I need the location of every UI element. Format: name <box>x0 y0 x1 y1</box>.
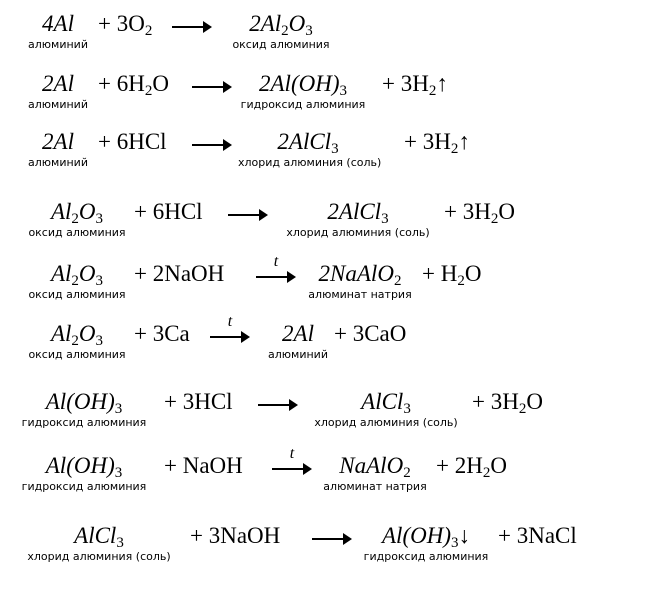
reactant-1-label: алюминий <box>28 38 88 51</box>
product-1-label: оксид алюминия <box>232 38 330 51</box>
product-1-formula: 2NaAlO$_2$ <box>318 261 402 289</box>
reaction-condition: t <box>227 313 233 330</box>
product-1-label: хлорид алюминия (соль) <box>286 226 430 239</box>
reactant-1 <box>22 10 94 51</box>
reactant-2: + NaOH <box>164 453 243 478</box>
equation-1 <box>0 10 648 70</box>
product-2: + $2H_2O$ <box>436 453 507 481</box>
equation-9 <box>0 522 648 582</box>
product-1-label: гидроксид алюминия <box>363 550 489 563</box>
reactant-1-formula: 2Al <box>42 129 74 154</box>
reactant-1-formula: $Al_2O_3$ <box>50 199 104 227</box>
product-1-formula: AlCl$_3$ <box>361 389 411 417</box>
product-1-label: алюминат натрия <box>323 480 427 493</box>
product-1-label: хлорид алюминия (соль) <box>314 416 458 429</box>
product-1-formula: $Al(OH)_3↓$ <box>382 523 470 551</box>
product-1 <box>258 320 338 361</box>
product-1 <box>238 70 368 111</box>
reactant-1 <box>22 198 132 239</box>
equation-3 <box>0 128 648 188</box>
reaction-arrow <box>192 132 232 156</box>
reactant-1-formula: $Al_2O_3$ <box>50 321 104 349</box>
reactant-1-label: алюминий <box>28 98 88 111</box>
reactant-1 <box>14 452 154 493</box>
product-1-formula: 2AlCl$_3$ <box>327 199 389 227</box>
reaction-arrow <box>210 313 250 348</box>
product-1-formula: $2Al_2O_3$ <box>249 11 313 39</box>
product-1-formula: $2Al(OH)_3$ <box>259 71 347 99</box>
product-1-formula: 2AlCl$_3$ <box>277 129 339 157</box>
reactant-2: + 6HCl <box>98 129 167 154</box>
reaction-condition: t <box>273 253 279 270</box>
reaction-arrow <box>192 74 232 98</box>
reactant-1 <box>20 522 178 563</box>
reaction-condition: t <box>289 445 295 462</box>
reactant-2: + 2NaOH <box>134 261 225 286</box>
reactant-1-formula: $Al_2O_3$ <box>50 261 104 289</box>
product-1-label: алюминий <box>268 348 328 361</box>
product-1 <box>226 10 336 51</box>
product-2: + 3CaO <box>334 321 407 346</box>
product-1-label: алюминат натрия <box>308 288 412 301</box>
equation-7 <box>0 388 648 448</box>
equation-8 <box>0 445 648 512</box>
equation-6 <box>0 313 648 380</box>
reactant-1-label: хлорид алюминия (соль) <box>27 550 171 563</box>
equation-2 <box>0 70 648 130</box>
reactant-2: + $3O_2$ <box>98 11 153 39</box>
product-2: + 3NaCl <box>498 523 577 548</box>
reactant-1-label: гидроксид алюминия <box>21 480 147 493</box>
product-1 <box>318 452 432 493</box>
reactant-2: + 3Ca <box>134 321 190 346</box>
reaction-arrow <box>172 14 212 38</box>
reactant-2: + 3NaOH <box>190 523 281 548</box>
product-2: + $3H_2↑$ <box>382 71 448 99</box>
reactant-1-formula: $Al(OH)_3$ <box>45 453 123 481</box>
product-1 <box>306 388 466 429</box>
reactant-2: + $6H_2O$ <box>98 71 169 99</box>
reactant-1-formula: $Al(OH)_3$ <box>45 389 123 417</box>
reactant-1-label: оксид алюминия <box>28 348 126 361</box>
reactant-2: + 3HCl <box>164 389 233 414</box>
product-1-formula: NaAlO$_2$ <box>339 453 411 481</box>
product-2: + $3H_2O$ <box>472 389 543 417</box>
product-1-label: гидроксид алюминия <box>240 98 366 111</box>
reactant-1 <box>22 260 132 301</box>
reactant-1-label: гидроксид алюминия <box>21 416 147 429</box>
product-2: + $H_2O$ <box>422 261 482 289</box>
product-2: + $3H_2O$ <box>444 199 515 227</box>
reaction-arrow <box>256 253 296 288</box>
product-1-formula: 2Al <box>282 321 314 346</box>
reactant-1 <box>22 128 94 169</box>
product-1 <box>278 198 438 239</box>
reactant-1-label: алюминий <box>28 156 88 169</box>
reaction-arrow <box>272 445 312 480</box>
product-1-label: хлорид алюминия (соль) <box>238 156 382 169</box>
reactant-1-formula: 2Al <box>42 71 74 96</box>
equation-4 <box>0 198 648 258</box>
reaction-arrow <box>228 202 268 226</box>
product-1 <box>302 260 418 301</box>
reactant-1 <box>22 320 132 361</box>
reactant-1 <box>14 388 154 429</box>
reaction-arrow <box>258 392 298 416</box>
product-1 <box>238 128 382 169</box>
reaction-arrow <box>312 526 352 550</box>
reactant-1-label: оксид алюминия <box>28 288 126 301</box>
reactant-1 <box>22 70 94 111</box>
equation-5 <box>0 253 648 320</box>
reactant-1-formula: AlCl$_3$ <box>74 523 124 551</box>
reactant-1-formula: 4Al <box>42 11 74 36</box>
reactant-1-label: оксид алюминия <box>28 226 126 239</box>
product-1 <box>358 522 494 563</box>
product-2: + $3H_2↑$ <box>404 129 470 157</box>
reactant-2: + 6HCl <box>134 199 203 224</box>
